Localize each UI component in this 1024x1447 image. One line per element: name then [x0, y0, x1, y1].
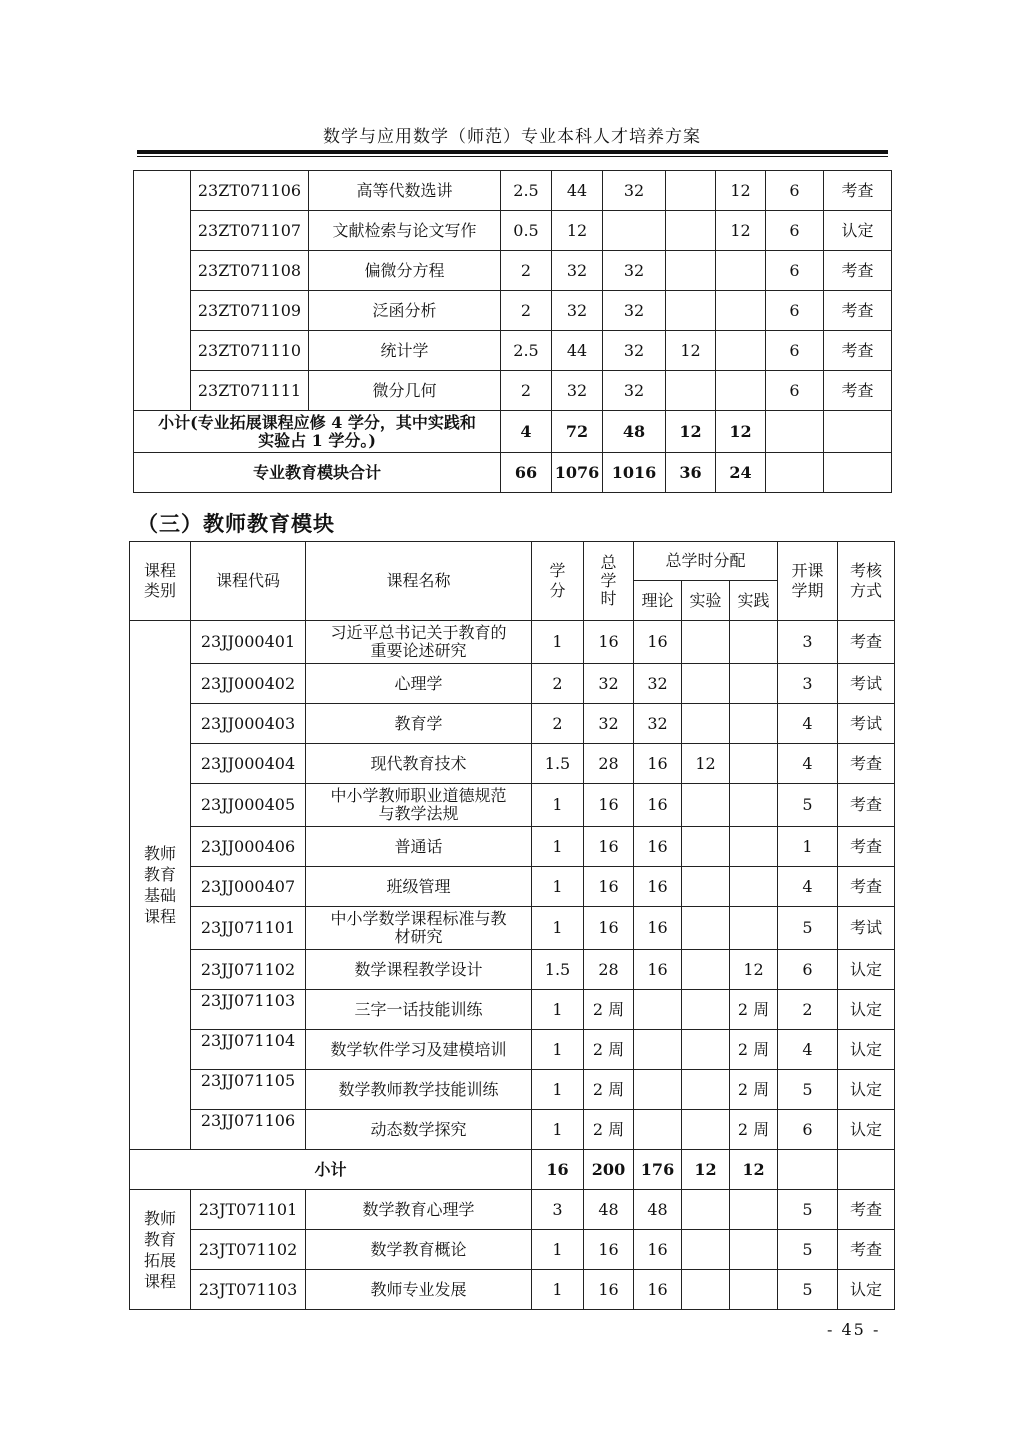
subtotal-credit: 4 [501, 411, 552, 453]
credit: 2.5 [501, 331, 552, 371]
term: 4 [778, 867, 838, 907]
subtotal-lab: 12 [682, 1150, 730, 1190]
practice-hours [730, 907, 778, 950]
credit: 1 [532, 784, 584, 827]
table-row [130, 867, 895, 907]
course-name: 数学软件学习及建模培训 [306, 1030, 532, 1070]
course-code: 23JJ071106 [191, 1110, 306, 1150]
table-row [130, 990, 895, 1030]
credit: 1 [532, 1070, 584, 1110]
table-row [130, 621, 895, 664]
total-hours: 32 [584, 704, 634, 744]
theory-hours: 16 [634, 827, 682, 867]
section-title: （三）教师教育模块 [137, 512, 335, 536]
total-lab: 36 [666, 453, 716, 493]
total-hours: 16 [584, 621, 634, 664]
total-hours: 16 [584, 1230, 634, 1270]
theory-hours: 16 [634, 907, 682, 950]
total-hours: 32 [552, 291, 603, 331]
credit: 0.5 [501, 211, 552, 251]
header-category: 课程类别 [130, 542, 191, 621]
total-hours: 32 [552, 371, 603, 411]
total-hours: 28 [584, 950, 634, 990]
course-name: 高等代数选讲 [309, 171, 501, 211]
assessment: 认定 [838, 990, 895, 1030]
term: 4 [778, 744, 838, 784]
assessment: 考查 [824, 331, 892, 371]
assessment: 考查 [838, 621, 895, 664]
course-code: 23ZT071108 [191, 251, 309, 291]
course-code: 23JJ071105 [191, 1070, 306, 1110]
header-code: 课程代码 [191, 542, 306, 621]
subtotal-label-line1: 小计(专业拓展课程应修 4 学分，其中实践和 [158, 412, 476, 432]
table-row [130, 907, 895, 950]
term: 4 [778, 704, 838, 744]
assessment: 认定 [838, 1030, 895, 1070]
theory-hours [634, 1110, 682, 1150]
credit: 2 [532, 704, 584, 744]
total-hours: 2 周 [584, 1110, 634, 1150]
credit: 1 [532, 621, 584, 664]
course-name: 中小学数学课程标准与教 材研究 [306, 907, 532, 950]
theory-hours: 16 [634, 867, 682, 907]
assessment: 考查 [838, 1230, 895, 1270]
table-row [134, 251, 892, 291]
assessment: 认定 [838, 1110, 895, 1150]
credit: 1.5 [532, 950, 584, 990]
lab-hours [682, 867, 730, 907]
theory-hours [634, 1070, 682, 1110]
teacher-education-table [129, 541, 895, 1310]
course-code: 23JT071101 [191, 1190, 306, 1230]
course-code: 23ZT071111 [191, 371, 309, 411]
credit: 3 [532, 1190, 584, 1230]
professional-module-table [133, 170, 892, 493]
practice-hours [730, 664, 778, 704]
course-code: 23JJ000407 [191, 867, 306, 907]
course-code: 23JJ071103 [191, 990, 306, 1030]
total-hours: 2 周 [584, 1030, 634, 1070]
course-name: 班级管理 [306, 867, 532, 907]
assessment: 考试 [838, 664, 895, 704]
header-term: 开课学期 [778, 542, 838, 621]
practice-hours: 12 [730, 950, 778, 990]
assessment: 考查 [824, 371, 892, 411]
assessment: 考试 [838, 907, 895, 950]
lab-hours [682, 704, 730, 744]
term: 5 [778, 907, 838, 950]
course-code: 23JJ000401 [191, 621, 306, 664]
total-practice: 24 [716, 453, 766, 493]
assessment: 考查 [838, 827, 895, 867]
total-hours: 16 [584, 784, 634, 827]
course-code: 23ZT071110 [191, 331, 309, 371]
course-name: 数学教师教学技能训练 [306, 1070, 532, 1110]
total-hours: 32 [584, 664, 634, 704]
empty-cell [766, 411, 824, 453]
course-code: 23JJ000402 [191, 664, 306, 704]
subtotal-theory: 48 [603, 411, 666, 453]
credit: 1 [532, 907, 584, 950]
term: 6 [766, 331, 824, 371]
category-cell: 教师教育基础课程 [130, 621, 191, 1150]
practice-hours [716, 251, 766, 291]
total-hours: 12 [552, 211, 603, 251]
lab-hours [666, 291, 716, 331]
course-code: 23JT071103 [191, 1270, 306, 1310]
table-row [130, 1070, 895, 1110]
total-hours: 32 [552, 251, 603, 291]
practice-hours [730, 784, 778, 827]
lab-hours [682, 784, 730, 827]
total-hours: 2 周 [584, 990, 634, 1030]
table-row [130, 704, 895, 744]
lab-hours [682, 1110, 730, 1150]
header-theory: 理论 [634, 581, 682, 621]
credit: 1 [532, 827, 584, 867]
lab-hours [666, 251, 716, 291]
term: 6 [766, 251, 824, 291]
theory-hours [634, 1030, 682, 1070]
credit: 2 [501, 291, 552, 331]
practice-hours: 2 周 [730, 1030, 778, 1070]
course-name: 动态数学探究 [306, 1110, 532, 1150]
practice-hours [730, 744, 778, 784]
lab-hours [682, 950, 730, 990]
theory-hours: 32 [603, 331, 666, 371]
theory-hours: 16 [634, 744, 682, 784]
course-name: 教师专业发展 [306, 1270, 532, 1310]
assessment: 认定 [838, 1270, 895, 1310]
total-credit: 66 [501, 453, 552, 493]
credit: 2 [501, 251, 552, 291]
table-row [130, 1270, 895, 1310]
header-hours-distribution: 总学时分配 [634, 542, 778, 581]
course-name: 数学课程教学设计 [306, 950, 532, 990]
document-header-title: 数学与应用数学（师范）专业本科人才培养方案 [323, 127, 701, 147]
practice-hours [730, 827, 778, 867]
course-code: 23JJ071101 [191, 907, 306, 950]
empty-cell [824, 453, 892, 493]
total-row [134, 453, 892, 493]
assessment: 考查 [824, 171, 892, 211]
subtotal-label-line2: 实验占 1 学分。) [258, 430, 376, 450]
term: 6 [778, 950, 838, 990]
theory-hours: 16 [634, 1270, 682, 1310]
lab-hours [666, 171, 716, 211]
table-row [134, 171, 892, 211]
term: 5 [778, 784, 838, 827]
total-hours: 16 [584, 867, 634, 907]
course-name: 文献检索与论文写作 [309, 211, 501, 251]
credit: 1 [532, 1270, 584, 1310]
practice-hours [716, 331, 766, 371]
practice-hours [730, 621, 778, 664]
course-name: 偏微分方程 [309, 251, 501, 291]
lab-hours [682, 664, 730, 704]
header-practice: 实践 [730, 581, 778, 621]
term: 5 [778, 1190, 838, 1230]
subtotal-label: 小计 [130, 1150, 532, 1190]
course-name: 教育学 [306, 704, 532, 744]
theory-hours: 16 [634, 950, 682, 990]
term: 5 [778, 1070, 838, 1110]
category-cell [134, 171, 191, 411]
practice-hours [730, 1190, 778, 1230]
course-code: 23JJ000406 [191, 827, 306, 867]
course-name: 数学教育概论 [306, 1230, 532, 1270]
term: 5 [778, 1270, 838, 1310]
lab-hours [682, 1270, 730, 1310]
theory-hours [634, 990, 682, 1030]
term: 6 [766, 291, 824, 331]
credit: 1 [532, 867, 584, 907]
course-name: 三字一话技能训练 [306, 990, 532, 1030]
subtotal-hours: 200 [584, 1150, 634, 1190]
subtotal-credit: 16 [532, 1150, 584, 1190]
credit: 2 [501, 371, 552, 411]
header-lab: 实验 [682, 581, 730, 621]
theory-hours: 32 [603, 171, 666, 211]
practice-hours [730, 1270, 778, 1310]
total-theory: 1016 [603, 453, 666, 493]
header-credit: 学分 [532, 542, 584, 621]
table-row [130, 950, 895, 990]
table-row [130, 1110, 895, 1150]
credit: 1 [532, 990, 584, 1030]
lab-hours [682, 621, 730, 664]
lab-hours [682, 1030, 730, 1070]
practice-hours [730, 867, 778, 907]
assessment: 考查 [838, 744, 895, 784]
course-code: 23JJ000404 [191, 744, 306, 784]
credit: 1 [532, 1230, 584, 1270]
course-code: 23JT071102 [191, 1230, 306, 1270]
term: 6 [766, 171, 824, 211]
subtotal-theory: 176 [634, 1150, 682, 1190]
term: 3 [778, 664, 838, 704]
theory-hours [603, 211, 666, 251]
credit: 1.5 [532, 744, 584, 784]
practice-hours: 2 周 [730, 990, 778, 1030]
empty-cell [778, 1150, 838, 1190]
lab-hours [682, 1070, 730, 1110]
subtotal-label [134, 411, 501, 453]
assessment: 考查 [838, 1190, 895, 1230]
course-name: 心理学 [306, 664, 532, 704]
lab-hours [682, 827, 730, 867]
practice-hours [716, 371, 766, 411]
theory-hours: 16 [634, 1230, 682, 1270]
subtotal-row [130, 1150, 895, 1190]
course-code: 23JJ071102 [191, 950, 306, 990]
table-row [134, 211, 892, 251]
practice-hours: 12 [716, 211, 766, 251]
table-row [134, 291, 892, 331]
total-hours: 16 [584, 1270, 634, 1310]
subtotal-lab: 12 [666, 411, 716, 453]
lab-hours [682, 1190, 730, 1230]
practice-hours [730, 704, 778, 744]
lab-hours [666, 371, 716, 411]
course-name: 泛函分析 [309, 291, 501, 331]
assessment: 考查 [824, 251, 892, 291]
theory-hours: 32 [603, 291, 666, 331]
subtotal-hours: 72 [552, 411, 603, 453]
lab-hours: 12 [682, 744, 730, 784]
header-rule-thick [137, 150, 888, 154]
total-hours: 48 [584, 1190, 634, 1230]
course-name: 中小学教师职业道德规范 与教学法规 [306, 784, 532, 827]
lab-hours [682, 907, 730, 950]
total-hours: 16 [584, 907, 634, 950]
empty-cell [766, 453, 824, 493]
term: 2 [778, 990, 838, 1030]
lab-hours [682, 1230, 730, 1270]
practice-hours: 2 周 [730, 1070, 778, 1110]
table-row [134, 371, 892, 411]
course-name: 普通话 [306, 827, 532, 867]
lab-hours [666, 211, 716, 251]
theory-hours: 32 [603, 251, 666, 291]
term: 3 [778, 621, 838, 664]
total-hours: 44 [552, 331, 603, 371]
term: 6 [778, 1110, 838, 1150]
course-code: 23ZT071109 [191, 291, 309, 331]
lab-hours [682, 990, 730, 1030]
course-name: 现代教育技术 [306, 744, 532, 784]
assessment: 考查 [838, 867, 895, 907]
practice-hours [716, 291, 766, 331]
total-hours: 2 周 [584, 1070, 634, 1110]
theory-hours: 16 [634, 784, 682, 827]
total-label: 专业教育模块合计 [134, 453, 501, 493]
empty-cell [824, 411, 892, 453]
course-code: 23ZT071107 [191, 211, 309, 251]
term: 4 [778, 1030, 838, 1070]
page-number: - 45 - [827, 1320, 881, 1339]
subtotal-practice: 12 [730, 1150, 778, 1190]
credit: 2 [532, 664, 584, 704]
course-name: 统计学 [309, 331, 501, 371]
course-code: 23ZT071106 [191, 171, 309, 211]
credit: 2.5 [501, 171, 552, 211]
practice-hours: 2 周 [730, 1110, 778, 1150]
category-cell: 教师教育拓展课程 [130, 1190, 191, 1310]
course-name: 数学教育心理学 [306, 1190, 532, 1230]
total-hours: 16 [584, 827, 634, 867]
table-row [130, 664, 895, 704]
course-name: 习近平总书记关于教育的 重要论述研究 [306, 621, 532, 664]
term: 1 [778, 827, 838, 867]
header-row [130, 542, 895, 581]
empty-cell [838, 1150, 895, 1190]
theory-hours: 16 [634, 621, 682, 664]
table-row [134, 331, 892, 371]
term: 6 [766, 211, 824, 251]
table-row [130, 827, 895, 867]
assessment: 认定 [838, 950, 895, 990]
credit: 1 [532, 1030, 584, 1070]
table-row [130, 744, 895, 784]
table-row [130, 1030, 895, 1070]
credit: 1 [532, 1110, 584, 1150]
term: 6 [766, 371, 824, 411]
header-assessment: 考核方式 [838, 542, 895, 621]
assessment: 考查 [838, 784, 895, 827]
header-rule-thin [137, 156, 888, 157]
total-hours: 44 [552, 171, 603, 211]
theory-hours: 32 [603, 371, 666, 411]
course-code: 23JJ000405 [191, 784, 306, 827]
total-hours: 28 [584, 744, 634, 784]
assessment: 考试 [838, 704, 895, 744]
table-row [130, 1230, 895, 1270]
assessment: 认定 [824, 211, 892, 251]
subtotal-row [134, 411, 892, 453]
theory-hours: 48 [634, 1190, 682, 1230]
theory-hours: 32 [634, 664, 682, 704]
assessment: 考查 [824, 291, 892, 331]
subtotal-practice: 12 [716, 411, 766, 453]
table-row [130, 784, 895, 827]
course-name: 微分几何 [309, 371, 501, 411]
header-name: 课程名称 [306, 542, 532, 621]
lab-hours: 12 [666, 331, 716, 371]
total-hours: 1076 [552, 453, 603, 493]
term: 5 [778, 1230, 838, 1270]
assessment: 认定 [838, 1070, 895, 1110]
course-code: 23JJ071104 [191, 1030, 306, 1070]
practice-hours [730, 1230, 778, 1270]
header-hours: 总学时 [584, 542, 634, 621]
table-row [130, 1190, 895, 1230]
course-code: 23JJ000403 [191, 704, 306, 744]
practice-hours: 12 [716, 171, 766, 211]
theory-hours: 32 [634, 704, 682, 744]
